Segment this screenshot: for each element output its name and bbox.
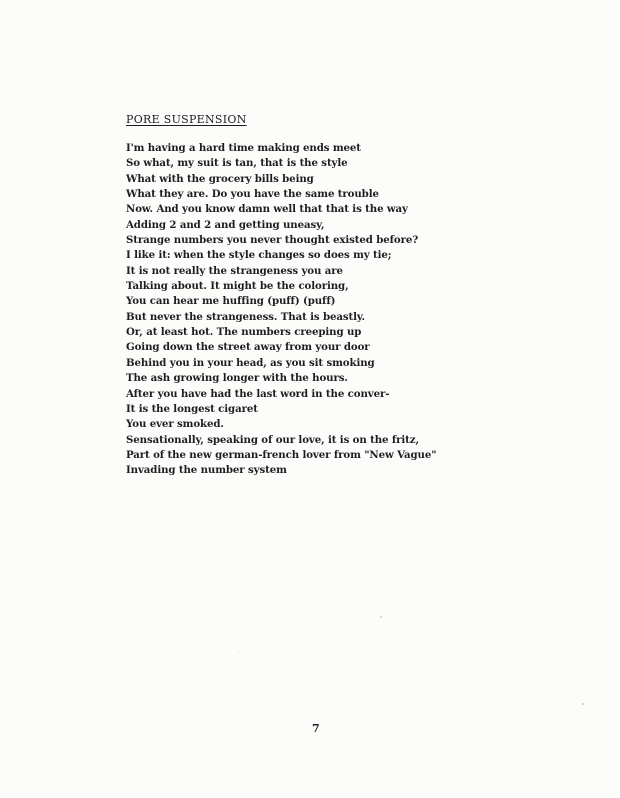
poem-line: Behind you in your head, as you sit smoking bbox=[126, 356, 375, 369]
poem-line: I like it: when the style changes so does my tie; bbox=[126, 249, 392, 262]
poem-line: What they are. Do you have the same trouble bbox=[126, 188, 379, 201]
paper-speck bbox=[238, 651, 239, 652]
poem-line: Part of the new german-french lover from "New Vague" bbox=[126, 448, 437, 461]
poem-line: But never the strangeness. That is beastly. bbox=[126, 310, 365, 323]
poem-line: What with the grocery bills being bbox=[126, 172, 314, 185]
paper-speck bbox=[380, 616, 382, 618]
poem-title: PORE SUSPENSION bbox=[126, 113, 247, 126]
poem-line: Talking about. It might be the coloring, bbox=[126, 280, 349, 293]
poem-line: The ash growing longer with the hours. bbox=[126, 372, 348, 385]
poem-line: It is not really the strangeness you are bbox=[126, 264, 343, 277]
paper-speck bbox=[582, 703, 584, 705]
poem-line: Strange numbers you never thought existed before? bbox=[126, 234, 419, 247]
poem-line: Sensationally, speaking of our love, it is on the fritz, bbox=[126, 433, 419, 446]
poem-line: You ever smoked. bbox=[126, 418, 224, 431]
page-number: 7 bbox=[312, 722, 320, 735]
poem-line: Now. And you know damn well that that is the way bbox=[126, 203, 408, 216]
poem-line: Adding 2 and 2 and getting uneasy, bbox=[126, 218, 325, 231]
poem-line: It is the longest cigaret bbox=[126, 402, 258, 415]
poem-line: Or, at least hot. The numbers creeping up bbox=[126, 326, 362, 339]
poem-body bbox=[126, 141, 436, 479]
poem-line: Going down the street away from your door bbox=[126, 341, 370, 354]
poem-line: I'm having a hard time making ends meet bbox=[126, 142, 361, 154]
poem-line: So what, my suit is tan, that is the style bbox=[126, 157, 348, 170]
poem-line: Invading the number system bbox=[126, 464, 287, 477]
poem-line: After you have had the last word in the conver- bbox=[126, 387, 390, 400]
poem-line: You can hear me huffing (puff) (puff) bbox=[126, 295, 336, 308]
